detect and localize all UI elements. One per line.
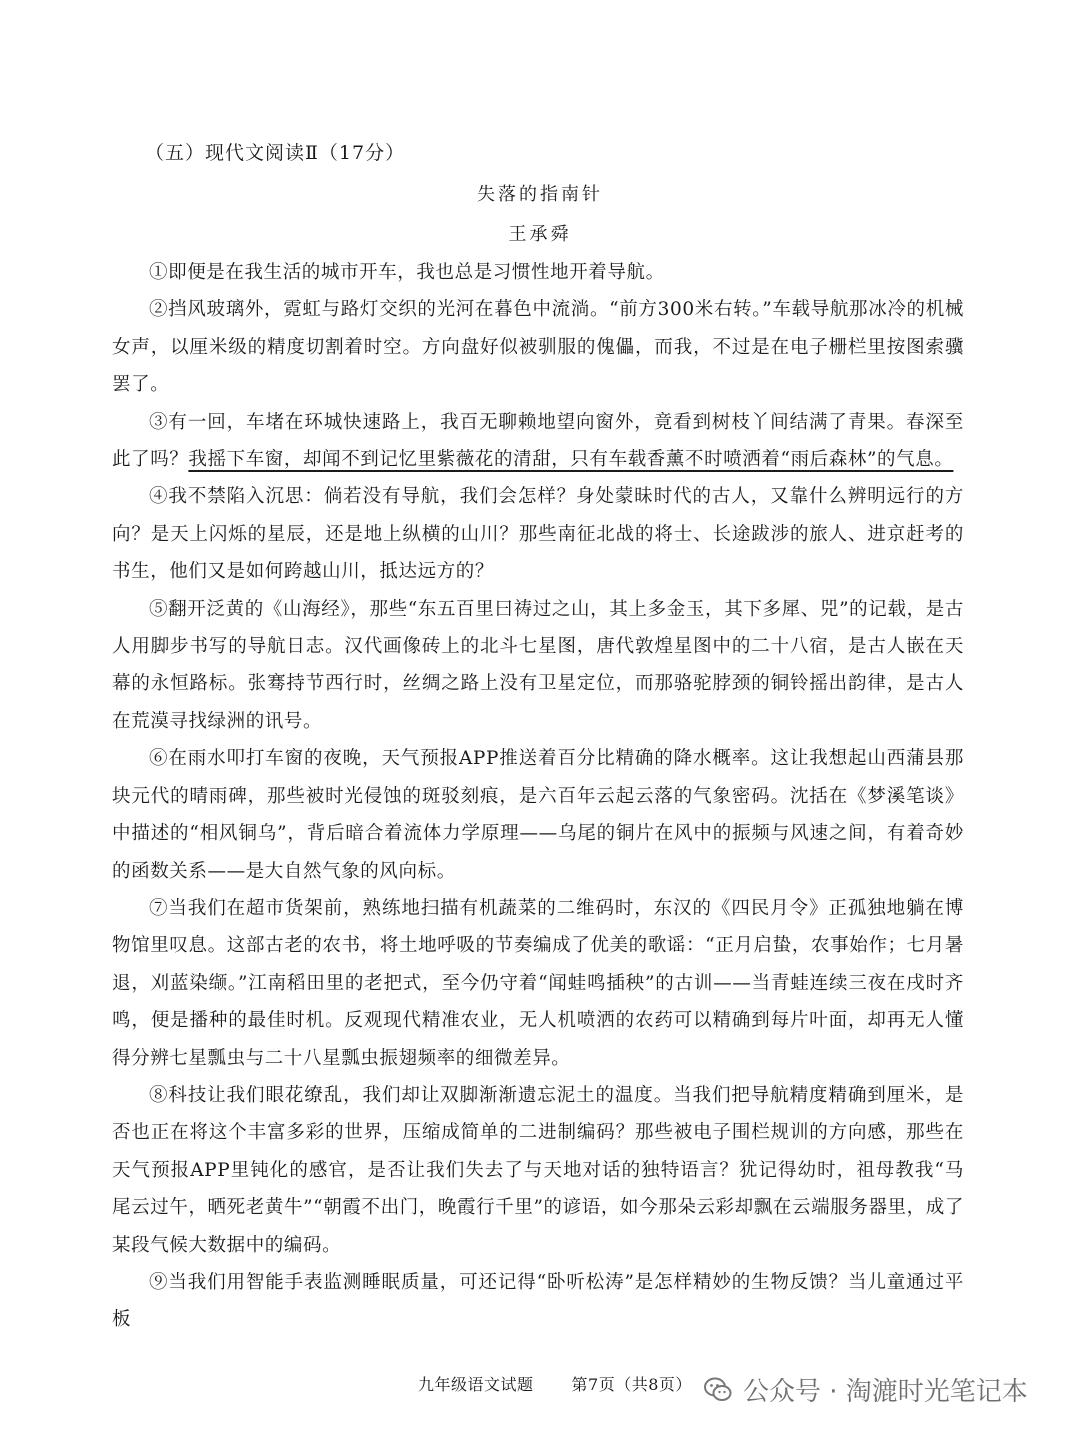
watermark bbox=[703, 1371, 1028, 1408]
paragraph-7: ⑦当我们在超市货架前，熟练地扫描有机蔬菜的二维码时，东汉的《四民月令》正孤独地躺在博物馆里叹息。这部古老的农书，将土地呼吸的节奏编成了优美的歌谣：“正月启蛰，农事始作；七月暑退，刈蓝染缬。”江南稻田里的老把式，至今仍守着“闻蛙鸣插秧”的古训——当青蛙连续三夜在戌时齐鸣，便是播种的最佳时机。反观现代精准农业，无人机喷洒的农药可以精确到每片叶面，却再无人懂得分辨七星瓢虫与二十八星瓢虫振翅频率的细微差异。 bbox=[112, 897, 964, 1069]
underlined-sentence: 我摇下车窗，却闻不到记忆里紫薇花的清甜，只有车载香薰不时喷洒着“雨后森林”的气息。 bbox=[188, 449, 954, 471]
section-heading: （五）现代文阅读Ⅱ（17分） bbox=[145, 142, 406, 164]
page-footer bbox=[418, 1372, 692, 1395]
paragraph-5: ⑤翻开泛黄的《山海经》，那些“东五百里曰祷过之山，其上多金玉，其下多犀、兕”的记载，是古人用脚步书写的导航日志。汉代画像砖上的北斗七星图，唐代敦煌星图中的二十八宿，是古人嵌在天幕的永恒路标。张骞持节西行时，丝绸之路上没有卫星定位，而那骆驼脖颈的铜铃摇出韵律，是古人在荒漠寻找绿洲的讯号。 bbox=[112, 598, 964, 732]
paragraph-3 bbox=[112, 404, 964, 479]
article-author: 王承舜 bbox=[508, 224, 572, 245]
paragraph-9: ⑨当我们用智能手表监测睡眠质量，可还记得“卧听松涛”是怎样精妙的生物反馈？当儿童通过平板 bbox=[112, 1271, 964, 1331]
paragraph-4: ④我不禁陷入沉思：倘若没有导航，我们会怎样？身处蒙昧时代的古人，又靠什么辨明远行的方向？是天上闪烁的星辰，还是地上纵横的山川？那些南征北战的将士、长途跋涉的旅人、进京赶考的书生，他们又是如何跨越山川，抵达远方的？ bbox=[112, 486, 964, 583]
article-body bbox=[112, 254, 964, 1339]
watermark-text: 公众号 · 淘漉时光笔记本 bbox=[743, 1377, 1028, 1407]
article-title: 失落的指南针 bbox=[477, 184, 603, 205]
paragraph-2: ②挡风玻璃外，霓虹与路灯交织的光河在暮色中流淌。“前方300米右转。”车载导航那冰冷的机械女声，以厘米级的精度切割着时空。方向盘好似被驯服的傀儡，而我，不过是在电子栅栏里按图索骥罢了。 bbox=[112, 299, 964, 396]
page-number: 第7页（共8页） bbox=[571, 1375, 692, 1394]
paragraph-6: ⑥在雨水叩打车窗的夜晚，天气预报APP推送着百分比精确的降水概率。这让我想起山西蒲县那块元代的晴雨碑，那些被时光侵蚀的斑驳刻痕，是六百年云起云落的气象密码。沈括在《梦溪笔谈》中描述的“相风铜乌”，背后暗合着流体力学原理——乌尾的铜片在风中的振频与风速之间，有着奇妙的函数关系——是大自然气象的风向标。 bbox=[112, 748, 964, 882]
paragraph-8: ⑧科技让我们眼花缭乱，我们却让双脚渐渐遗忘泥土的温度。当我们把导航精度精确到厘米，是否也正在将这个丰富多彩的世界，压缩成简单的二进制编码？那些被电子围栏规训的方向感，那些在天气预报APP里钝化的感官，是否让我们失去了与天地对话的独特语言？犹记得幼时，祖母教我“马尾云过午，晒死老黄牛”“朝霞不出门，晚霞行千里”的谚语，如今那朵云彩却飘在云端服务器里，成了某段气候大数据中的编码。 bbox=[112, 1084, 964, 1256]
exam-name: 九年级语文试题 bbox=[418, 1375, 534, 1394]
paragraph-3-text: ③有一回，车堵在环城快速路上，我百无聊赖地望向窗外，竟看到树枝丫间结满了青果。春深至此了吗？ bbox=[112, 411, 964, 471]
wechat-icon bbox=[703, 1375, 733, 1405]
paragraph-1: ①即便是在我生活的城市开车，我也总是习惯性地开着导航。 bbox=[149, 262, 665, 283]
